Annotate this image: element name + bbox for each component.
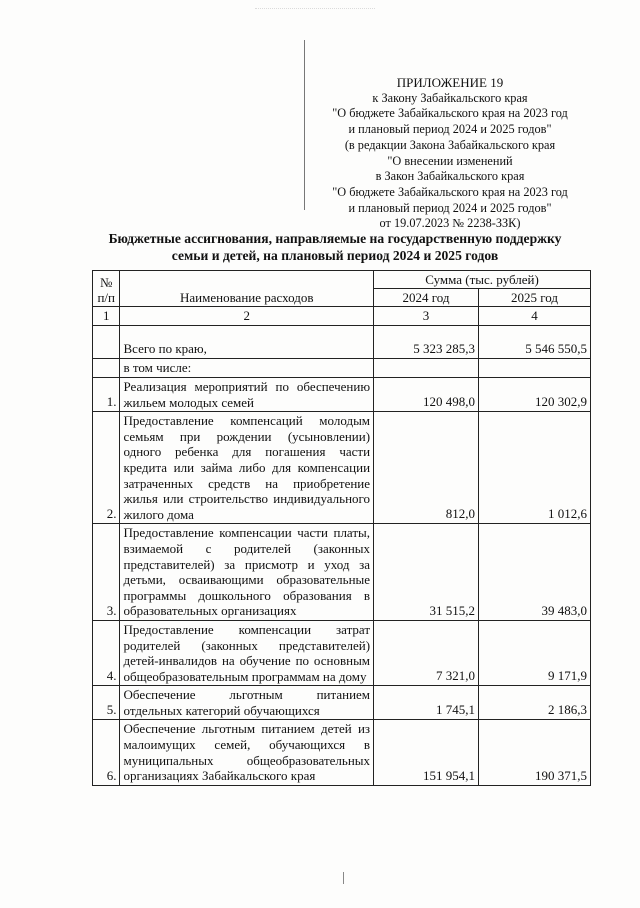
appendix-line: "О внесении изменений [387,153,513,168]
appendix-title: ПРИЛОЖЕНИЕ 19 [396,75,504,90]
row-number: 1. [93,378,120,412]
including-num [93,359,120,378]
including-row [93,359,591,378]
row-value-2025: 120 302,9 [478,378,590,412]
column-index-row [93,307,591,326]
column-index: 1 [93,307,120,326]
budget-table [92,270,591,786]
total-2025: 5 546 550,5 [478,326,590,359]
row-name: Предоставление компенсации затрат родителей (законных представителей) детей-инвалидов на обучение по основным общеобразовательным программам на дому [120,620,374,685]
scan-artifact-bottom [343,872,344,884]
row-value-2025: 39 483,0 [478,524,590,621]
table-row [93,524,591,621]
including-2025 [478,359,590,378]
row-number: 2. [93,412,120,524]
header-year-2025: 2025 год [478,289,590,307]
appendix-line: "О бюджете Забайкальского края на 2023 год [332,106,568,121]
row-number: 3. [93,524,120,621]
row-value-2024: 812,0 [374,412,479,524]
appendix-line: и плановый период 2024 и 2025 годов" [348,200,552,215]
row-value-2024: 7 321,0 [374,620,479,685]
table-row [93,412,591,524]
column-index: 3 [374,307,479,326]
header-name: Наименование расходов [120,271,374,307]
header-year-2024: 2024 год [374,289,479,307]
row-value-2024: 31 515,2 [374,524,479,621]
row-number: 4. [93,620,120,685]
table-row [93,720,591,785]
row-name: Реализация мероприятий по обеспечению жильем молодых семей [120,378,374,412]
row-value-2024: 120 498,0 [374,378,479,412]
row-value-2024: 151 954,1 [374,720,479,785]
table-header-row [93,271,591,289]
row-value-2025: 1 012,6 [478,412,590,524]
header-sum: Сумма (тыс. рублей) [374,271,591,289]
row-number: 6. [93,720,120,785]
row-name: Предоставление компенсаций молодым семьям при рождении (усыновлении) одного ребенка для погашения части кредита или займа либо для компенсации затраченных средств на приобретение жилья или строительство индивидуального жилого дома [120,412,374,524]
appendix-line: "О бюджете Забайкальского края на 2023 год [332,184,568,199]
appendix-line: (в редакции Закона Забайкальского края [344,137,556,152]
row-name: Обеспечение льготным питанием отдельных категорий обучающихся [120,686,374,720]
appendix-block [300,75,600,232]
scan-artifact [255,8,375,19]
column-index: 2 [120,307,374,326]
row-value-2025: 9 171,9 [478,620,590,685]
document-title-line-1: Бюджетные ассигнования, направляемые на государственную поддержку [108,231,562,246]
total-row [93,326,591,359]
column-index: 4 [478,307,590,326]
document-title [85,230,585,264]
appendix-line: в Закон Забайкальского края [375,169,525,184]
table-row [93,378,591,412]
row-name: Предоставление компенсации части платы, взимаемой с родителей (законных представителей) за присмотр и уход за детьми, осваивающими образовательные программы дошкольного образования в образовательных организациях [120,524,374,621]
row-number: 5. [93,686,120,720]
appendix-line: и плановый период 2024 и 2025 годов" [348,122,552,137]
table-row [93,620,591,685]
appendix-line: к Закону Забайкальского края [372,90,528,105]
row-value-2024: 1 745,1 [374,686,479,720]
row-value-2025: 2 186,3 [478,686,590,720]
total-label: Всего по краю, [120,326,374,359]
row-value-2025: 190 371,5 [478,720,590,785]
row-name: Обеспечение льготным питанием детей из малоимущих семей, обучающихся в муниципальных общеобразовательных организациях Забайкальского края [120,720,374,785]
total-num [93,326,120,359]
including-label: в том числе: [120,359,374,378]
total-2024: 5 323 285,3 [374,326,479,359]
including-2024 [374,359,479,378]
document-title-line-2: семьи и детей, на плановый период 2024 и 2025 годов [171,248,499,263]
header-num: № п/п [93,271,120,307]
appendix-line: от 19.07.2023 № 2238-ЗЗК) [379,216,521,231]
table-row [93,686,591,720]
